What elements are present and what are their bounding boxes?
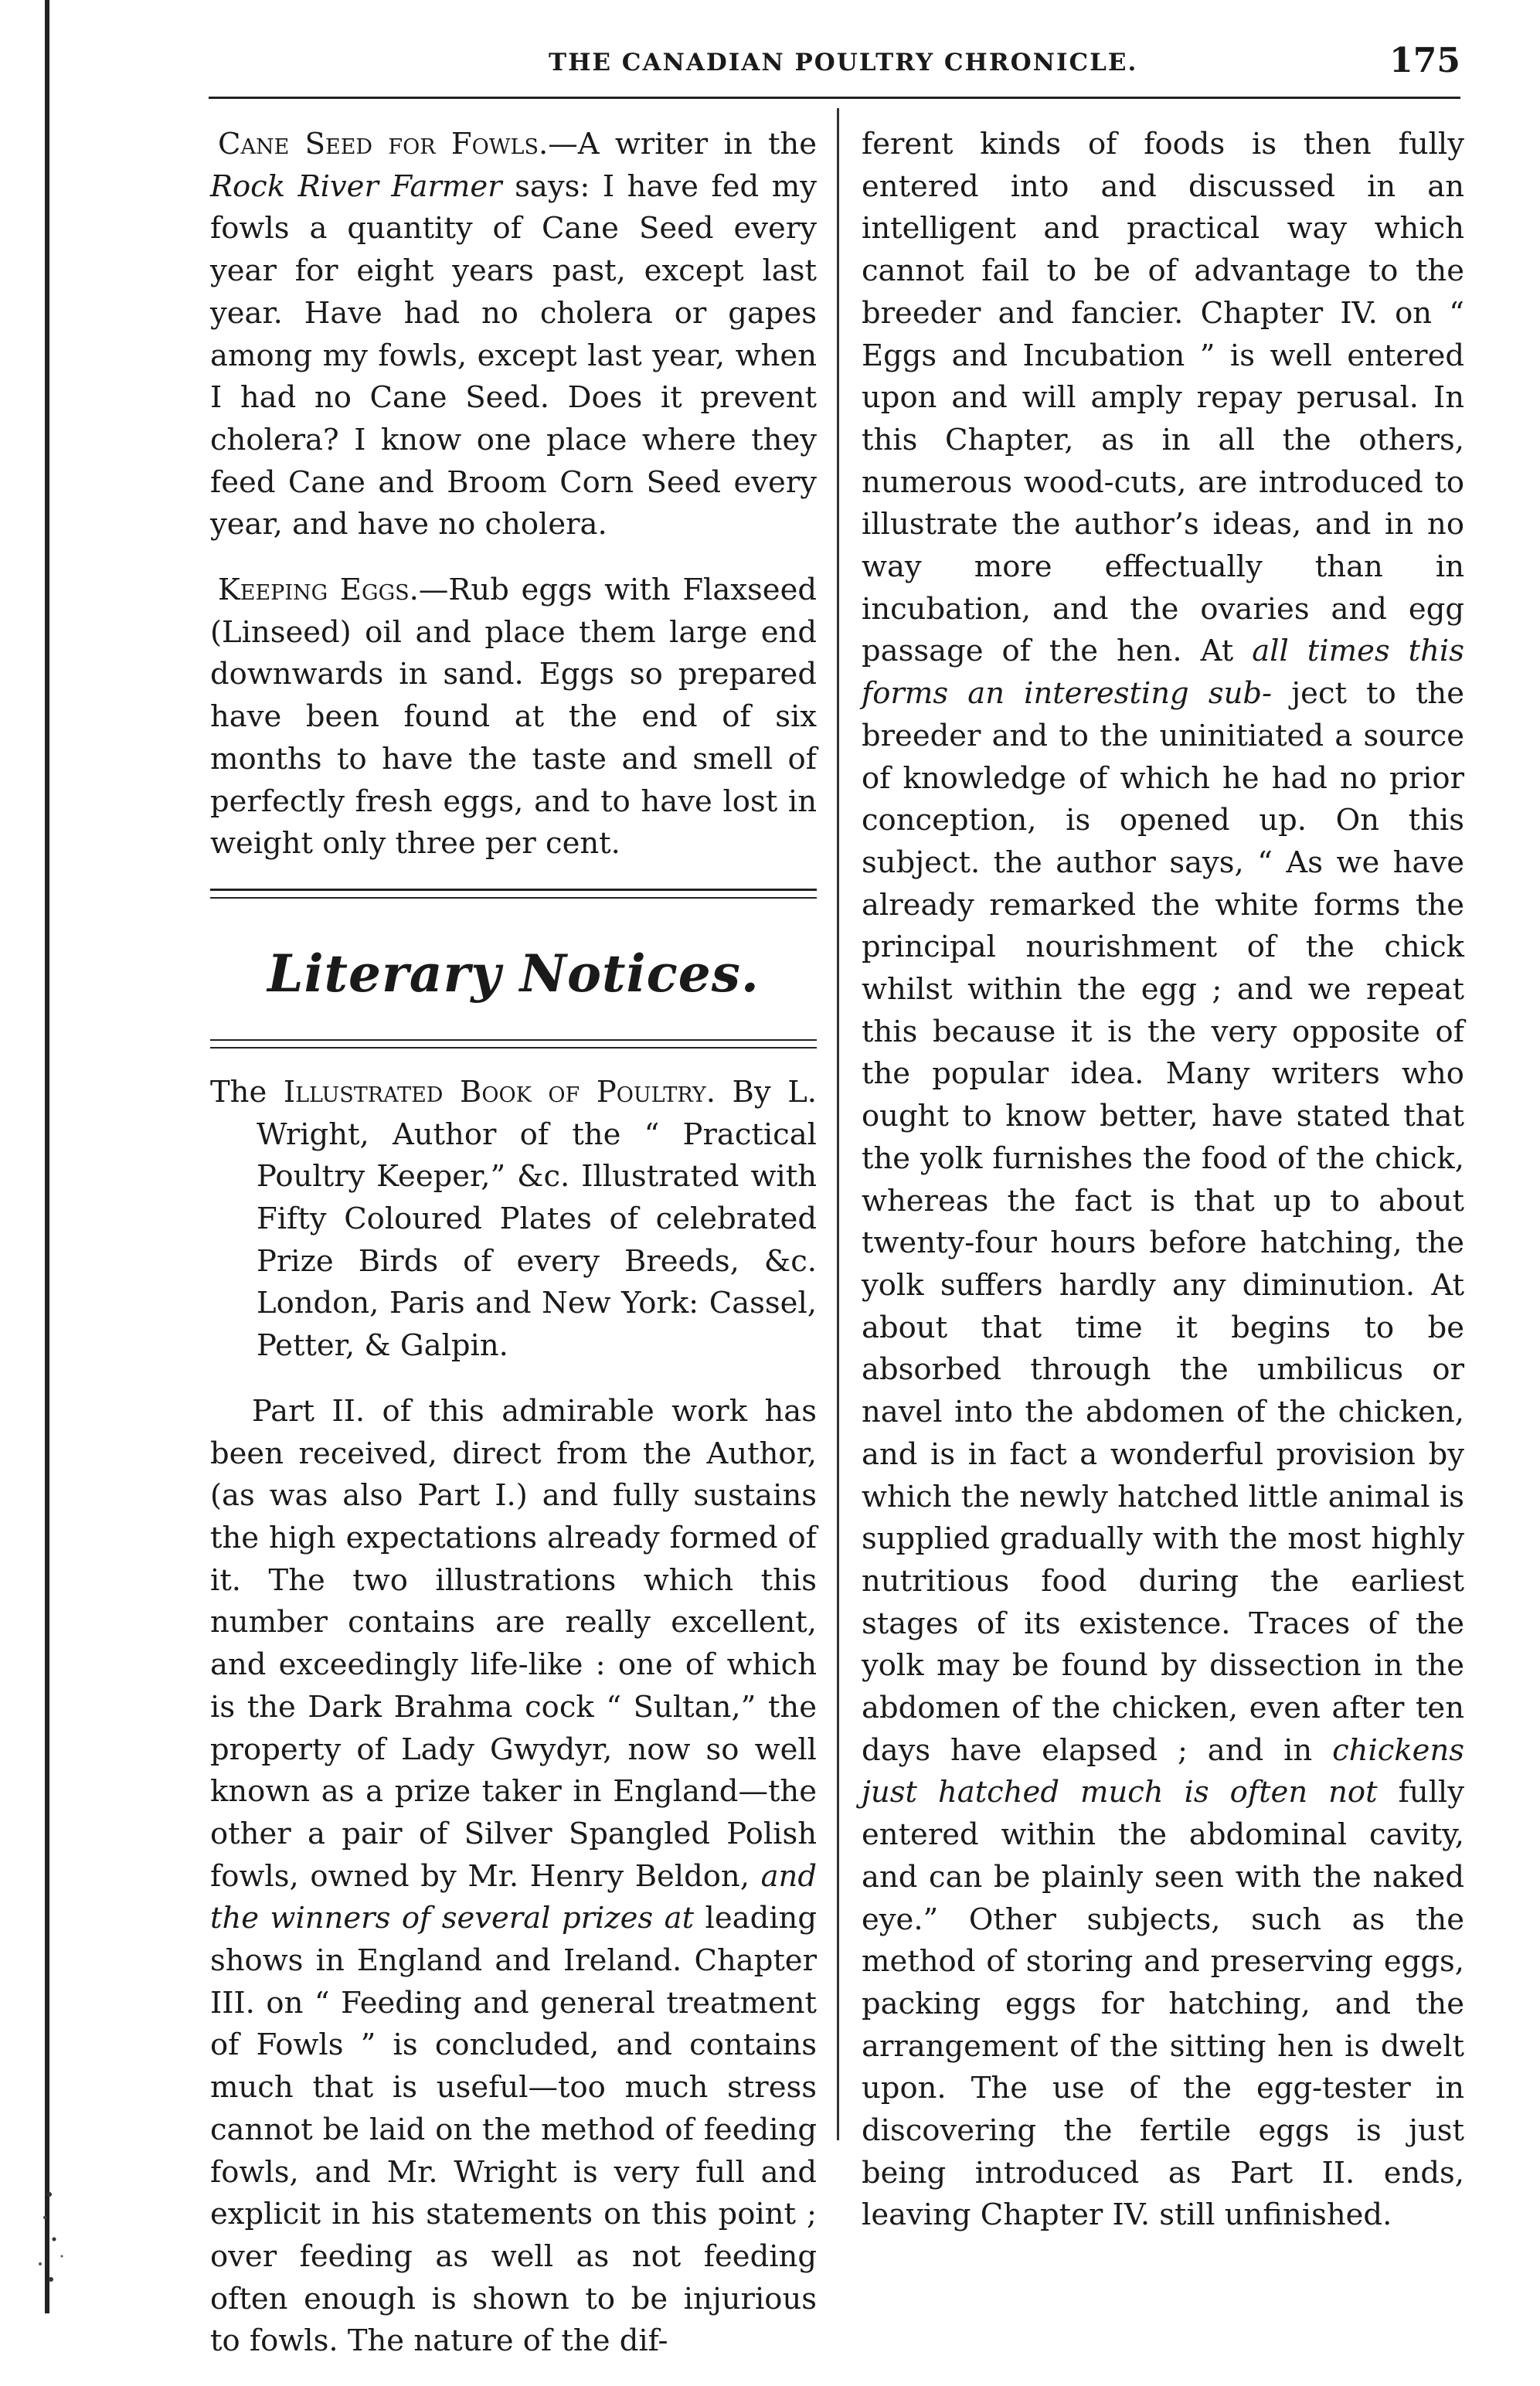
review-paragraph	[210, 1391, 817, 2363]
book-title: Illustrated Book of Poultry.	[283, 1074, 716, 1110]
running-title: THE CANADIAN POULTRY CHRONICLE.	[549, 49, 1138, 76]
review-cont-italic-b: chickens just hatched much is often not	[862, 1732, 1464, 1810]
review-continued-paragraph	[862, 124, 1464, 2237]
review-italic: and the winners of several prizes at	[210, 1858, 817, 1936]
cane-seed-paragraph	[210, 124, 817, 546]
header-rule	[209, 97, 1460, 99]
review-cont-italic-a: all times this forms an interesting sub-	[862, 634, 1464, 712]
page-number: 175	[1389, 41, 1460, 80]
cane-seed-text-a: —A writer in the	[548, 127, 817, 161]
cane-seed-heading: Cane Seed for Fowls.	[218, 127, 549, 161]
scan-noise-specks	[31, 2163, 124, 2313]
cane-seed-text-b: says: I have fed my fowls a quantity of Cane Seed every year for eight years past, except last year. Have had no cholera or gapes among my fowls, except last year, when I had no Cane Seed. Does it prevent cholera? I know one place where they feed Cane and Broom Corn Seed every year, and have no cholera.	[210, 168, 817, 542]
review-cont-text-b: ject to the breeder and to the uninitiated a source of knowledge of which he had no prior conception, is opened up. On this subject. the author says, “ As we have already remarked the white forms the principal nourishment of the chick whilst within the egg ; and we repeat this because it is the very opposite of the popular idea. Many writers who ought to know better, have stated that the yolk furnishes the food of the chick, whereas the fact is that up to about twenty-four hours before hatching, the yolk suffers hardly any diminution. At about that time it begins to be absorbed through the umbilicus or navel into the abdomen of the chicken, and is in fact a wonderful provision by which the newly hatched little animal is supplied gradually with the most highly nutritious food during the earliest stages of its existence. Traces of the yolk may be found by dissection in the abdomen of the chicken, even after ten days have elapsed ; and in	[862, 676, 1464, 1768]
section-title: Literary Notices.	[267, 943, 760, 1004]
review-cont-text-a: ferent kinds of foods is then fully entered into and discussed in an intelligent and practical way which cannot fail to be of advantage to the breeder and fancier. Chapter IV. on “ Eggs and Incubation ” is well entered upon and will amply repay perusal. In this Chapter, as in all the others, numerous wood-cuts, are introduced to illustrate the author’s ideas, and in no way more effectually than in incubation, and the ovaries and egg passage of the hen. At	[862, 127, 1464, 669]
review-text-a: Part II. of this admirable work has been received, direct from the Author, (as was also Part I.) and fully sustains the high expectations already formed of it. The two illustrations which this number contains are really excellent, and exceedingly life-like : one of which is the Dark Brahma cock “ Sultan,” the property of Lady Gwydyr, now so well known as a prize taker in England—the other a pair of Silver Spangled Polish fowls, owned by Mr. Henry Beldon,	[210, 1393, 817, 1894]
keeping-eggs-paragraph	[210, 569, 817, 865]
left-column	[210, 124, 817, 2386]
book-details: By L. Wright, Author of the “ Practical Poultry Keeper,” &c. Illustrated with Fifty Coloured Plates of celebrated Prize Birds of every Breeds, &c. London, Paris and New York: Cassel, Petter, & Galpin.	[257, 1074, 818, 1364]
right-column	[862, 124, 1464, 2237]
cane-seed-source: Rock River Farmer	[210, 168, 502, 204]
book-entry	[210, 1072, 817, 1368]
section-rule-top	[210, 889, 817, 899]
keeping-eggs-text: —Rub eggs with Flaxseed (Linseed) oil and place them large end downwards in sand. Eggs so prepared have been found at the end of six months to have the taste and smell of perfectly fresh eggs, and to have lost in weight only three per cent.	[210, 573, 817, 862]
book-entry-the: The	[210, 1074, 284, 1110]
review-cont-text-c: fully entered within the abdominal cavity, and can be plainly seen with the naked eye.” Other subjects, such as the method of storing and preserving eggs, packing eggs for hatching, and the arrangement of the sitting hen is dwelt upon. The use of the egg-tester in discovering the fertile eggs is just being introduced as Part II. ends, leaving Chapter IV. still unfinished.	[862, 1775, 1464, 2233]
section-rule-bottom	[210, 1039, 817, 1049]
review-text-b: leading shows in England and Ireland. Chapter III. on “ Feeding and general treatment of Fowls ” is concluded, and contains much that is useful—too much stress cannot be laid on the method of feeding fowls, and Mr. Wright is very full and explicit in his statements on this point ; over feeding as well as not feeding often enough is shown to be injurious to fowls. The nature of the dif-	[210, 1901, 817, 2359]
page-header	[209, 35, 1460, 89]
column-divider	[837, 108, 839, 2140]
page-binding-edge	[45, 0, 49, 2313]
keeping-eggs-heading: Keeping Eggs.	[218, 573, 419, 608]
